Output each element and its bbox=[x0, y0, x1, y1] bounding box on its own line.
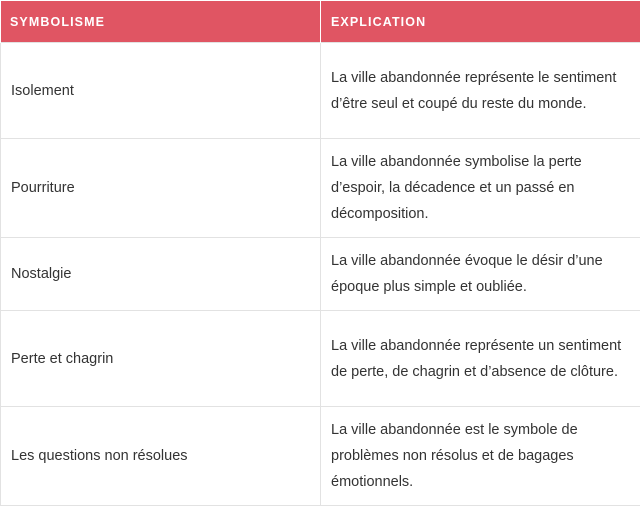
table-body bbox=[1, 43, 640, 506]
explanation-cell: La ville abandonnée représente un sentiment de perte, de chagrin et d’absence de clôture. bbox=[321, 311, 640, 407]
header-symbolism: SYMBOLISME bbox=[1, 1, 321, 43]
symbol-cell: Nostalgie bbox=[1, 238, 321, 311]
explanation-cell: La ville abandonnée symbolise la perte d’espoir, la décadence et un passé en décomposition. bbox=[321, 139, 640, 238]
symbol-cell: Les questions non résolues bbox=[1, 407, 321, 506]
header-explanation: EXPLICATION bbox=[321, 1, 640, 43]
table-row bbox=[1, 139, 640, 238]
table-row bbox=[1, 238, 640, 311]
explanation-cell: La ville abandonnée représente le sentiment d’être seul et coupé du reste du monde. bbox=[321, 43, 640, 139]
table-row bbox=[1, 311, 640, 407]
symbol-cell: Perte et chagrin bbox=[1, 311, 321, 407]
explanation-cell: La ville abandonnée est le symbole de problèmes non résolus et de bagages émotionnels. bbox=[321, 407, 640, 506]
header-row bbox=[1, 1, 640, 43]
explanation-cell: La ville abandonnée évoque le désir d’une époque plus simple et oubliée. bbox=[321, 238, 640, 311]
table-header bbox=[1, 1, 640, 43]
table-row bbox=[1, 43, 640, 139]
symbol-cell: Isolement bbox=[1, 43, 321, 139]
table-row bbox=[1, 407, 640, 506]
symbol-cell: Pourriture bbox=[1, 139, 321, 238]
